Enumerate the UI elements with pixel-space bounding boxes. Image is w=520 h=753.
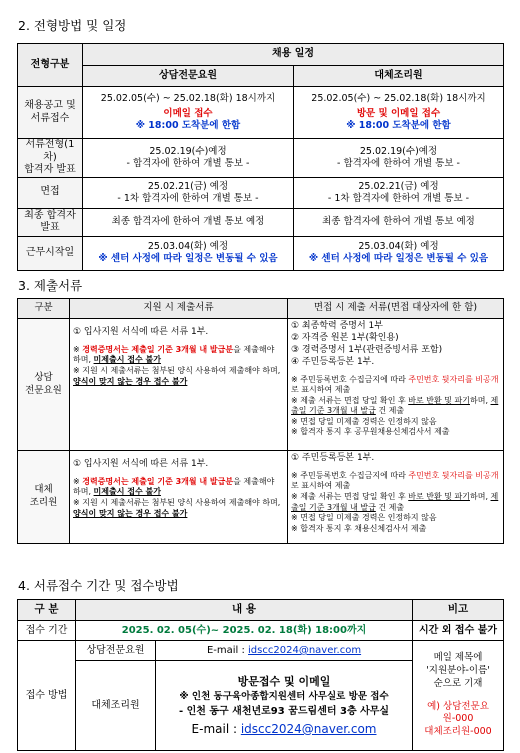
email-counselor: E-mail : idscc2024@naver.com [156, 641, 413, 661]
sub-label-cook: 대체조리원 [76, 661, 156, 751]
header-apply-docs: 지원 시 제출서류 [70, 299, 288, 319]
schedule-cell: 최종 합격자에 한하여 개별 통보 예정 [294, 208, 504, 236]
header-col-cook: 대체조리원 [294, 66, 504, 87]
interview-docs-cell: ① 주민등록등본 1부. ※ 주민등록번호 수집금지에 따라 주민번호 뒷자리를 비공개로 표시하여 제출 ※ 제출 서류는 면접 당일 확인 후 바로 반환 및 파기하며, 제출일 기준 3개월 내 발급 건 제출 ※ 면접 당일 미제출 경력은 인정하지 않음 ※ 합격자 통지 후 채용신체검사서 제출 [288, 451, 504, 544]
schedule-row [18, 177, 504, 208]
documents-row [18, 451, 504, 544]
row-label-period: 접수 기간 [18, 621, 76, 641]
method-note: 메일 제목에 '지원분야-이름' 순으로 기재 예) 상담전문요원-000 대체조리원-000 [413, 641, 504, 751]
schedule-cell: 25.02.21(금) 예정 - 1차 합격자에 한하여 개별 통보 - [83, 177, 294, 208]
header-note: 비고 [413, 600, 504, 621]
header-schedule: 채용 일정 [83, 44, 504, 66]
period-value: 2025. 02. 05(수)~ 2025. 02. 18(화) 18:00까지 [76, 621, 413, 641]
section-2-title: 2. 전형방법 및 일정 [18, 18, 127, 33]
apply-docs-cell: ① 입사지원 서식에 따른 서류 1부. ※ 경력증명서는 제출일 기준 3개월 내 발급분을 제출해야 하며, 미제출시 접수 불가 ※ 지원 시 제출서류는 첨부된 양식 사용하여 제출해야 하며, 양식이 맞지 않는 경우 접수 불가 [70, 451, 288, 544]
documents-table [17, 298, 504, 544]
row-label: 상담 전문요원 [18, 319, 70, 451]
header-type: 전형구분 [18, 44, 83, 87]
schedule-cell: 25.03.04(화) 예정 ※ 센터 사정에 따라 일정은 변동될 수 있음 [294, 236, 504, 270]
list-item: ③ 경력증명서 1부(관련증빙서류 포함) [291, 344, 443, 355]
header-interview-docs: 면접 시 제출 서류(면접 대상자에 한 함) [288, 299, 504, 319]
schedule-cell: 최종 합격자에 한하여 개별 통보 예정 [83, 208, 294, 236]
row-label: 근무시작일 [18, 236, 83, 270]
cook-method-cell: 방문접수 및 이메일 ※ 인천 동구육아종합지원센터 사무실로 방문 접수 - 인천 동구 새천년로93 꿈드림센터 3층 사무실 E-mail : idscc2024@naver.com [156, 661, 413, 751]
row-label: 채용공고 및 서류접수 [18, 87, 83, 139]
row-label: 대체 조리원 [18, 451, 70, 544]
documents-row [18, 319, 504, 451]
schedule-cell: 25.03.04(화) 예정 ※ 센터 사정에 따라 일정은 변동될 수 있음 [83, 236, 294, 270]
schedule-row [18, 139, 504, 178]
schedule-cell: 25.02.19(수)예정 - 합격자에 한하여 개별 통보 - [83, 139, 294, 178]
schedule-cell: 25.02.05(수) ~ 25.02.18(화) 18시까지 방문 및 이메일 접수 ※ 18:00 도착분에 한함 [294, 87, 504, 139]
row-label: 면접 [18, 177, 83, 208]
header-col-counselor: 상담전문요원 [83, 66, 294, 87]
row-label: 최종 합격자 발표 [18, 208, 83, 236]
list-item: ① 최종학력 증명서 1부 [291, 321, 383, 331]
application-table [17, 599, 504, 751]
schedule-row [18, 87, 504, 139]
list-item: ① 주민등록등본 1부. [291, 453, 375, 463]
sub-label-counselor: 상담전문요원 [76, 641, 156, 661]
section-4-title: 4. 서류접수 기간 및 접수방법 [18, 578, 179, 593]
email-link[interactable]: idscc2024@naver.com [248, 645, 362, 656]
row-label-method: 접수 방법 [18, 641, 76, 751]
email-link[interactable]: idscc2024@naver.com [240, 721, 377, 736]
schedule-cell: 25.02.19(수)예정 - 합격자에 한하여 개별 통보 - [294, 139, 504, 178]
list-item: ④ 주민등록등본 1부. [291, 356, 375, 367]
schedule-row [18, 208, 504, 236]
apply-docs-cell: ① 입사지원 서식에 따른 서류 1부. ※ 경력증명서는 제출일 기준 3개월 내 발급분을 제출해야 하며, 미제출시 접수 불가 ※ 지원 시 제출서류는 첨부된 양식 사용하여 제출해야 하며, 양식이 맞지 않는 경우 접수 불가 [70, 319, 288, 451]
header-content: 내 용 [76, 600, 413, 621]
header-type: 구분 [18, 299, 70, 319]
schedule-cell: 25.02.05(수) ~ 25.02.18(화) 18시까지 이메일 접수 ※ 18:00 도착분에 한함 [83, 87, 294, 139]
list-item: ② 자격증 원본 1부(확인용) [291, 332, 399, 343]
period-note: 시간 외 접수 불가 [413, 621, 504, 641]
header-type: 구 분 [18, 600, 76, 621]
schedule-table [17, 43, 504, 271]
interview-docs-cell: ① 최종학력 증명서 1부 ② 자격증 원본 1부(확인용) ③ 경력증명서 1부(관련증빙서류 포함) ④ 주민등록등본 1부. ※ 주민등록번호 수집금지에 따라 주민번호 뒷자리를 비공개로 표시하여 제출 ※ 제출 서류는 면접 당일 확인 후 바로 반환 및 파기하며, 제출일 기준 3개월 내 발급 건 제출 ※ 면접 당일 미제출 경력은 인정하지 않음 ※ 합격자 통지 후 공무원채용신체검사서 제출 [288, 319, 504, 451]
row-label: 서류전형(1차) 합격자 발표 [18, 139, 83, 178]
schedule-row [18, 236, 504, 270]
schedule-cell: 25.02.21(금) 예정 - 1차 합격자에 한하여 개별 통보 - [294, 177, 504, 208]
section-3-title: 3. 제출서류 [18, 278, 83, 293]
